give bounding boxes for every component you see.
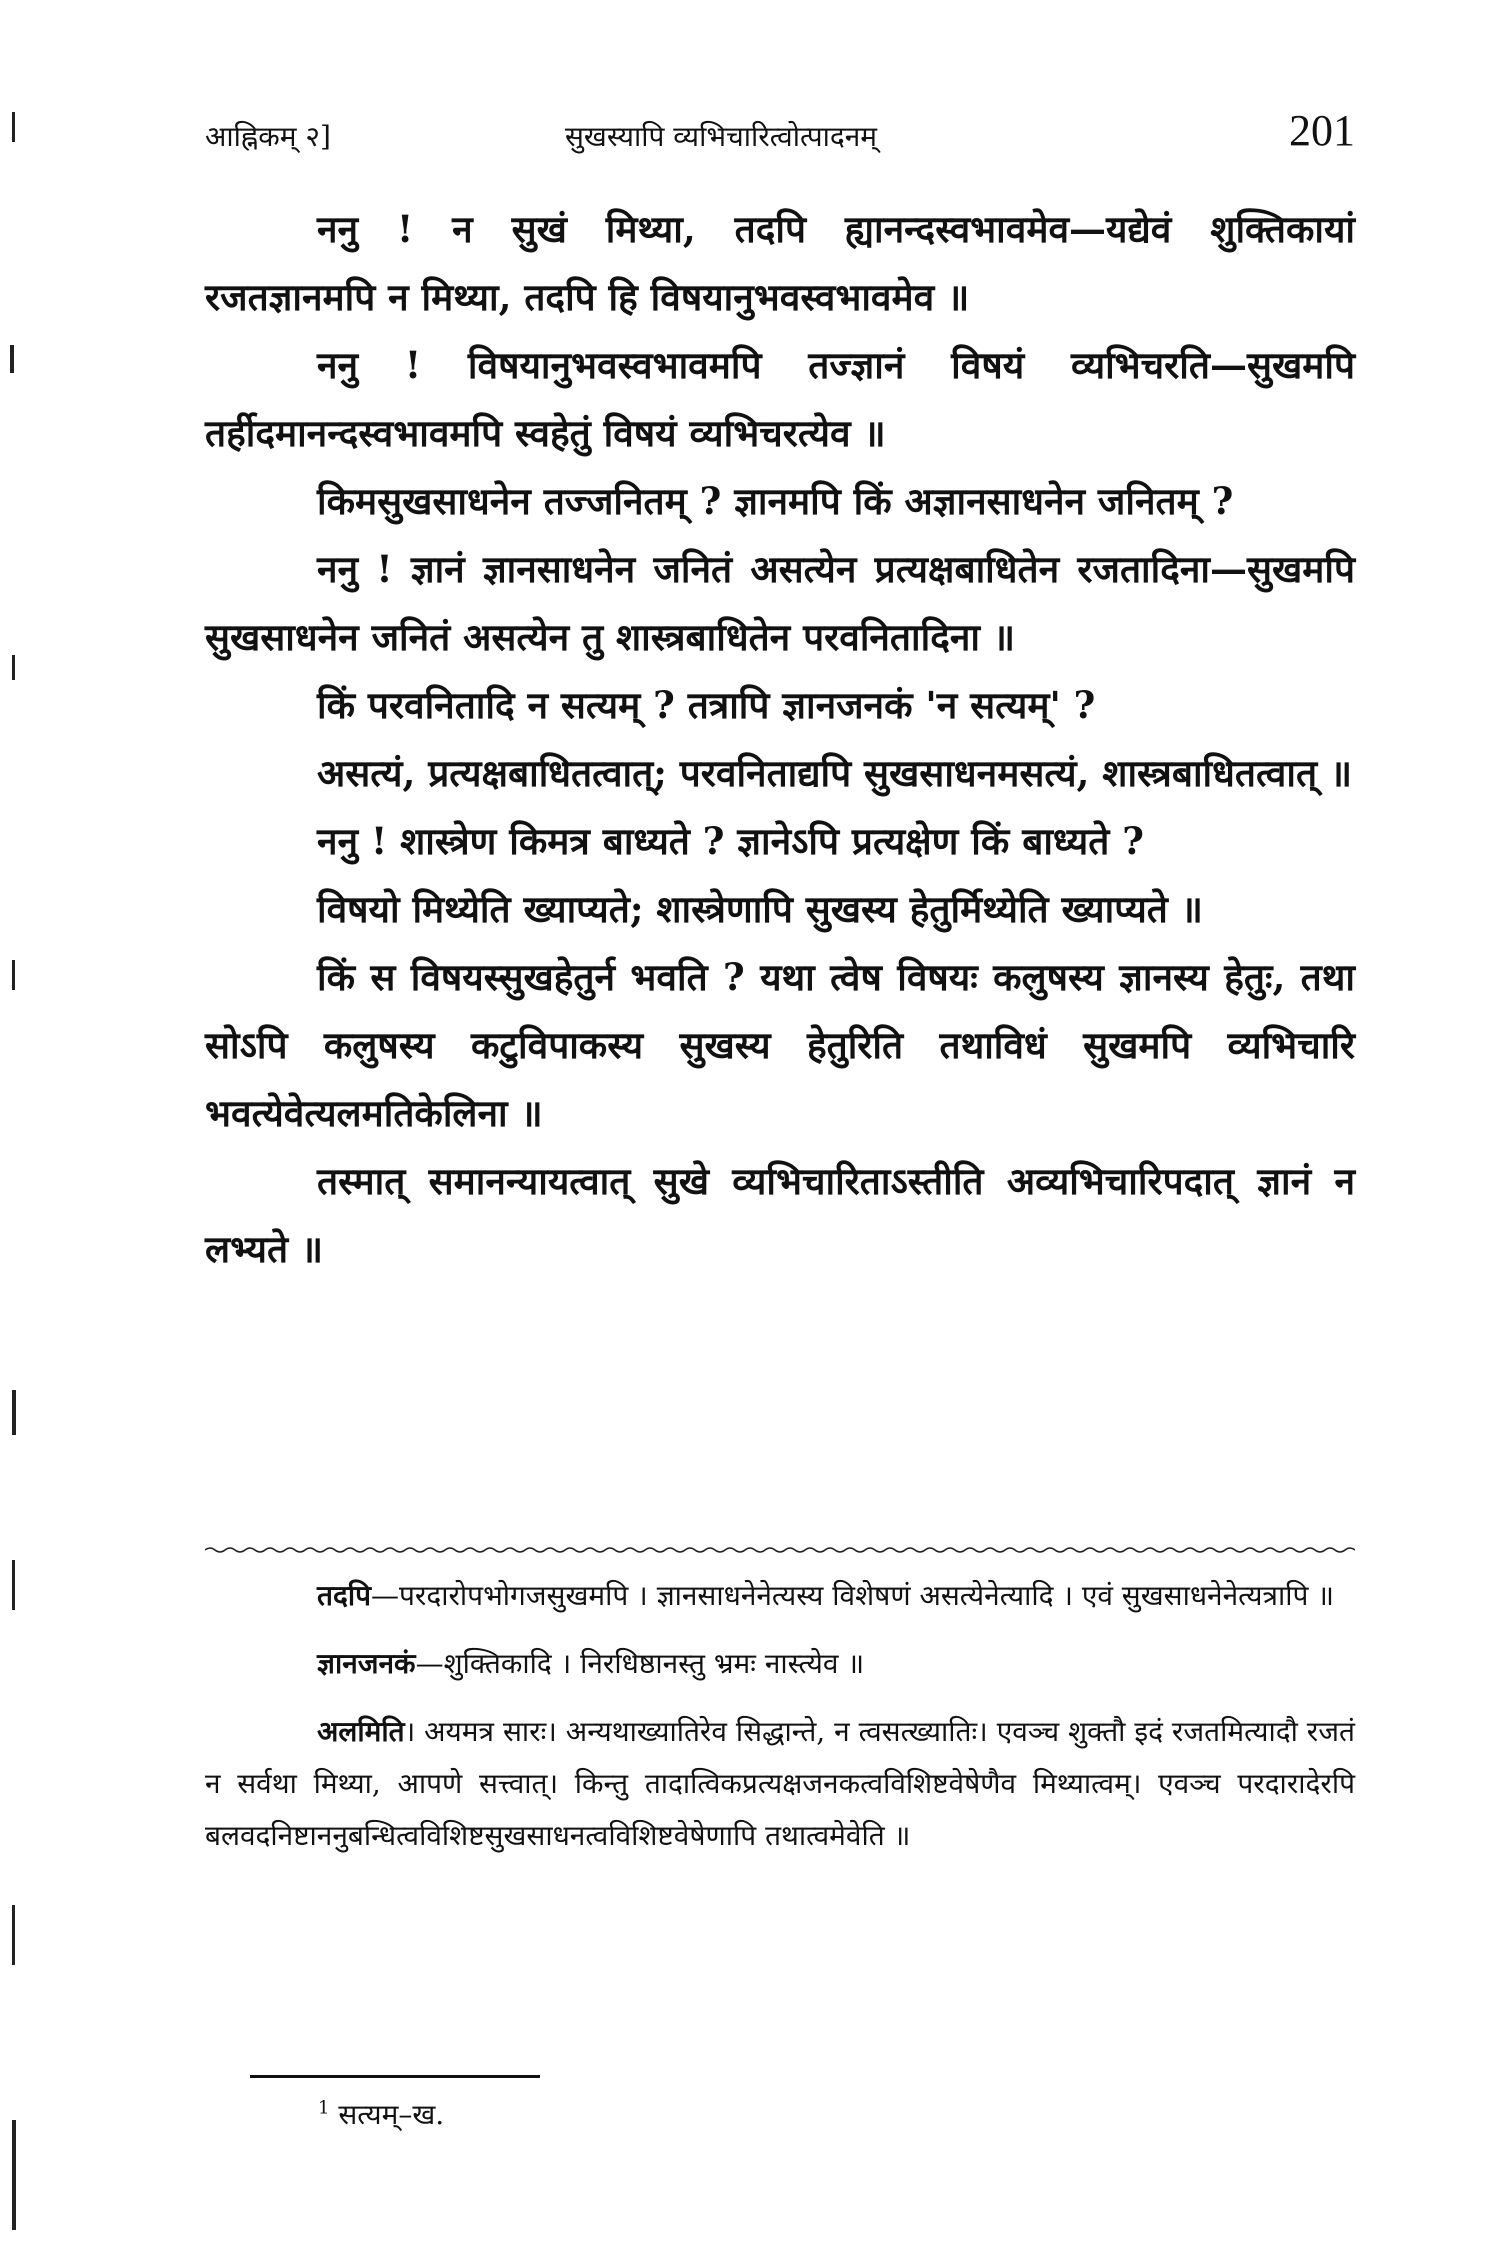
commentary-lemma: तदपि xyxy=(317,1579,371,1612)
section-divider xyxy=(205,1546,1355,1554)
footnote xyxy=(318,2095,444,2133)
main-paragraph: ननु ! ज्ञानं ज्ञानसाधनेन जनितं असत्येन प्रत्यक्षबाधितेन रजतादिना—सुखमपि सुखसाधनेन जनितं असत्येन तु शास्त्रबाधितेन परवनितादिना ॥ xyxy=(205,547,1355,659)
running-header xyxy=(205,105,1355,165)
commentary-paragraph xyxy=(205,1570,1355,1622)
main-paragraph: ननु ! न सुखं मिथ्या, तदपि ह्यानन्दस्वभावमेव—यद्येवं शुक्तिकायां रजतज्ञानमपि न मिथ्या, तदपि हि विषयानुभवस्वभावमेव ॥ xyxy=(205,207,1355,319)
commentary xyxy=(205,1570,1355,1878)
commentary-lemma: अलमिति xyxy=(317,1715,405,1748)
main-paragraph: तस्मात् समानन्यायत्वात् सुखे व्यभिचारिताऽस्तीति अव्यभिचारिपदात् ज्ञानं न लभ्यते ॥ xyxy=(205,1159,1355,1271)
commentary-text: —शुक्तिकादि । निरधिष्ठानस्तु भ्रमः नास्त्येव ॥ xyxy=(415,1647,865,1680)
main-paragraph: किं स विषयस्सुखहेतुर्न भवति ? यथा त्वेष विषयः कलुषस्य ज्ञानस्य हेतुः, तथा सोऽपि कलुषस्य कटुविपाकस्य सुखस्य हेतुरिति तथाविधं सुखमपि व्यभिचारि भवत्येवेत्यलमतिकेलिना ॥ xyxy=(205,955,1355,1135)
page-number: 201 xyxy=(1289,106,1355,155)
commentary-paragraph xyxy=(205,1638,1355,1690)
main-paragraph: किमसुखसाधनेन तज्जनितम् ? ज्ञानमपि किं अज्ञानसाधनेन जनितम् ? xyxy=(317,479,1234,523)
commentary-text: —परदारोपभोगजसुखमपि । ज्ञानसाधनेनेत्यस्य विशेषणं असत्येनेत्यादि । एवं सुखसाधनेनेत्यत्रापि ॥ xyxy=(370,1579,1335,1612)
main-text xyxy=(205,195,1355,1283)
main-paragraph: ननु ! शास्त्रेण किमत्र बाध्यते ? ज्ञानेऽपि प्रत्यक्षेण किं बाध्यते ? xyxy=(317,819,1144,863)
main-paragraph: ननु ! विषयानुभवस्वभावमपि तज्ज्ञानं विषयं व्यभिचरति—सुखमपि तर्हीदमानन्दस्वभावमपि स्वहेतुं विषयं व्यभिचरत्येव ॥ xyxy=(205,343,1355,455)
footnote-rule xyxy=(250,2075,540,2078)
footnote-text: सत्यम्–ख. xyxy=(338,2098,445,2131)
main-paragraph: किं परवनितादि न सत्यम् ? तत्रापि ज्ञानजनकं 'न सत्यम्' ? xyxy=(317,683,1096,727)
commentary-lemma: ज्ञानजनकं xyxy=(317,1647,416,1680)
header-section-label: आह्निकम् २] xyxy=(205,120,331,153)
commentary-paragraph xyxy=(205,1706,1355,1862)
commentary-text: । अयमत्र सारः। अन्यथाख्यातिरेव सिद्धान्ते, न त्वसत्ख्यातिः। एवञ्च शुक्तौ इदं रजतमित्यादौ रजतं न सर्वथा मिथ्या, आपणे सत्त्वात्। किन्तु तादात्विकप्रत्यक्षजनकत्वविशिष्टवेषेणैव मिथ्यात्वम्। एवञ्च परदारादेरपि बलवदनिष्टाननुबन्धित्वविशिष्टसुखसाधनत्वविशिष्टवेषेणापि तथात्वमेवेति ॥ xyxy=(205,1715,1355,1852)
header-title: सुखस्यापि व्यभिचारित्वोत्पादनम् xyxy=(565,120,878,153)
main-paragraph: विषयो मिथ्येति ख्याप्यते; शास्त्रेणापि सुखस्य हेतुर्मिथ्येति ख्याप्यते ॥ xyxy=(317,887,1203,931)
footnote-marker: 1 xyxy=(318,2097,330,2119)
main-paragraph: असत्यं, प्रत्यक्षबाधितत्वात्; परवनिताद्यपि सुखसाधनमसत्यं, शास्त्रबाधितत्वात् ॥ xyxy=(317,751,1353,795)
